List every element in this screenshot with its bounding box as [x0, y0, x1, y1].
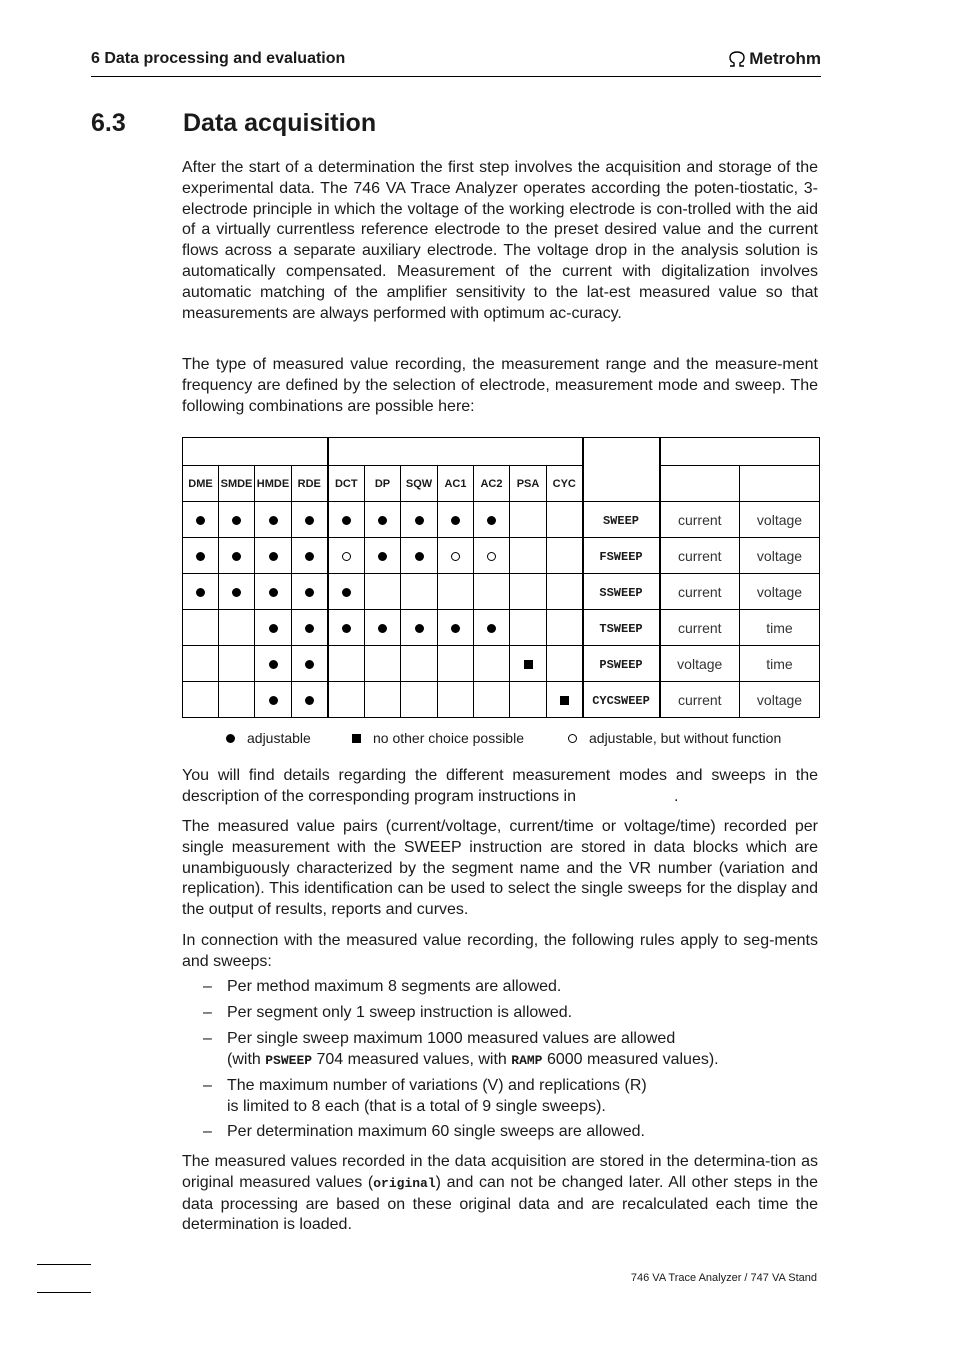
- table-cell: [183, 682, 219, 718]
- mode-header-dct: DCT: [328, 466, 365, 502]
- sweep-name-cell: [583, 610, 660, 646]
- filled-square-icon: [352, 734, 361, 743]
- original-code: original: [373, 1175, 436, 1191]
- table-cell: [547, 502, 583, 538]
- metrohm-omega-icon: [728, 51, 746, 67]
- table-cell: [438, 646, 474, 682]
- filled-dot-icon: [269, 696, 278, 705]
- table-cell: [365, 646, 401, 682]
- table-cell: [474, 502, 510, 538]
- filled-dot-icon: [305, 660, 314, 669]
- table-cell: [255, 538, 292, 574]
- table-cell: [438, 538, 474, 574]
- y-quantity-cell: current: [660, 538, 740, 574]
- filled-dot-icon: [451, 516, 460, 525]
- table-cell: [183, 574, 219, 610]
- section-number: 6.3: [91, 109, 126, 137]
- y-quantity-cell: voltage: [660, 646, 740, 682]
- open-circle-icon: [451, 552, 460, 561]
- filled-square-icon: [524, 660, 533, 669]
- header-divider: [91, 76, 821, 77]
- filled-dot-icon: [226, 734, 235, 743]
- table-cell: [255, 646, 292, 682]
- open-circle-icon: [342, 552, 351, 561]
- table-cell: [219, 682, 255, 718]
- filled-dot-icon: [232, 552, 241, 561]
- rule-text: Per single sweep maximum 1000 measured values are allowed: [227, 1030, 676, 1047]
- details-period: .: [673, 787, 679, 805]
- filled-dot-icon: [451, 624, 460, 633]
- legend-without-function: [568, 730, 781, 746]
- footer-rule-top: [37, 1264, 91, 1265]
- table-cell: [401, 538, 438, 574]
- table-cell: [365, 610, 401, 646]
- table-body: [183, 502, 820, 718]
- table-cell: [328, 682, 365, 718]
- table-cell: [183, 610, 219, 646]
- rule-text: is limited to 8 each (that is a total of 9 single sweeps).: [227, 1097, 606, 1115]
- filled-dot-icon: [196, 552, 205, 561]
- table-cell: [401, 502, 438, 538]
- filled-dot-icon: [305, 588, 314, 597]
- list-item: – Per method maximum 8 segments are allowed.: [203, 977, 561, 998]
- sweep-name-cell: [583, 682, 660, 718]
- psweep-code: PSWEEP: [265, 1052, 313, 1068]
- sweep-name-cell: [583, 502, 660, 538]
- sweep-name-cell: [583, 646, 660, 682]
- mode-group-header: [328, 438, 583, 466]
- filled-dot-icon: [305, 552, 314, 561]
- table-row: [183, 538, 820, 574]
- table-row: [183, 574, 820, 610]
- filled-dot-icon: [378, 624, 387, 633]
- table-cell: [255, 574, 292, 610]
- table-cell: [328, 646, 365, 682]
- legend-adjustable-label: adjustable: [247, 730, 311, 746]
- metrohm-logo: [728, 49, 821, 69]
- legend-adjustable: [226, 730, 311, 746]
- table-cell: [219, 574, 255, 610]
- sweep-name-cell: [583, 574, 660, 610]
- table-cell: [255, 610, 292, 646]
- table-cell: [219, 610, 255, 646]
- original-text-a: The measured values recorded in the data acquisition are stored in the determina-tion as original measured values (: [182, 1153, 818, 1191]
- table-cell: [510, 574, 547, 610]
- logo-text: Metrohm: [749, 49, 821, 68]
- filled-dot-icon: [232, 588, 241, 597]
- sweep-name: SWEEP: [602, 514, 639, 528]
- sweep-name-cell: [583, 538, 660, 574]
- table-cell: [547, 610, 583, 646]
- table-cell: [438, 682, 474, 718]
- axis-group-header: [660, 438, 820, 466]
- electrode-header-smde: SMDE: [219, 466, 255, 502]
- filled-dot-icon: [342, 588, 351, 597]
- filled-dot-icon: [232, 516, 241, 525]
- table-row: [183, 502, 820, 538]
- ramp-code: RAMP: [511, 1052, 543, 1068]
- table-cell: [438, 574, 474, 610]
- paragraph-original-values: [182, 1152, 818, 1236]
- rule-text: Per method maximum 8 segments are allowed.: [227, 978, 562, 995]
- table-cell: [292, 682, 328, 718]
- table-cell: [292, 610, 328, 646]
- rule-text: Per segment only 1 sweep instruction is allowed.: [227, 1004, 573, 1021]
- filled-dot-icon: [269, 624, 278, 633]
- axis-header-y: [660, 466, 740, 502]
- x-quantity-cell: time: [740, 646, 820, 682]
- list-item: – Per determination maximum 60 single sweeps are allowed.: [203, 1122, 645, 1143]
- open-circle-icon: [568, 734, 577, 743]
- filled-dot-icon: [487, 624, 496, 633]
- paragraph-combinations: The type of measured value recording, the measurement range and the measure-ment frequency are defined by the selection of electrode, measurement mode and sweep. The following combinations are possible here:: [182, 356, 818, 415]
- table-row: [183, 682, 820, 718]
- electrode-header-hmde: HMDE: [255, 466, 292, 502]
- table-cell: [328, 574, 365, 610]
- sweep-name: SSWEEP: [599, 586, 643, 600]
- table-cell: [328, 502, 365, 538]
- y-quantity-cell: current: [660, 682, 740, 718]
- table-cell: [547, 646, 583, 682]
- combination-table: [182, 437, 820, 718]
- table-cell: [510, 646, 547, 682]
- table-cell: [474, 646, 510, 682]
- footer-product: 746 VA Trace Analyzer / 747 VA Stand: [630, 1272, 817, 1284]
- table-cell: [183, 502, 219, 538]
- original-text-b: ) and can not be changed later. All other steps in the data processing are based on these original data and are recalculated each time the determination is loaded.: [182, 1173, 818, 1234]
- table-cell: [547, 574, 583, 610]
- list-item: – Per single sweep maximum 1000 measured values are allowed (with PSWEEP 704 measured values, with RAMP 6000 measured values).: [203, 1030, 719, 1068]
- filled-dot-icon: [305, 624, 314, 633]
- mode-header-cyc: CYC: [547, 466, 583, 502]
- table-cell: [438, 610, 474, 646]
- legend-without-function-label: adjustable, but without function: [589, 730, 782, 746]
- details-text: You will find details regarding the different measurement modes and sweeps in the description of the corresponding program instructions in: [182, 767, 818, 805]
- x-quantity-cell: time: [740, 610, 820, 646]
- rule-text: 704 measured values, with: [316, 1050, 507, 1068]
- mode-header-ac1: AC1: [438, 466, 474, 502]
- table-cell: [474, 682, 510, 718]
- open-circle-icon: [487, 552, 496, 561]
- table-cell: [292, 502, 328, 538]
- filled-dot-icon: [378, 516, 387, 525]
- legend-no-choice-label: no other choice possible: [373, 730, 524, 746]
- table-cell: [219, 538, 255, 574]
- table-cell: [292, 646, 328, 682]
- paragraph-data-blocks: The measured value pairs (current/voltage, current/time or voltage/time) recorded per single measurement with the SWEEP instruction are stored in data blocks which are unambiguously characterized by the segment name and the VR number (variation and replication). This identification can be used to select the single sweeps for the display and the output of results, reports and curves.: [182, 818, 818, 919]
- filled-dot-icon: [415, 516, 424, 525]
- mode-header-ac2: AC2: [474, 466, 510, 502]
- y-quantity-cell: current: [660, 610, 740, 646]
- y-quantity-cell: current: [660, 502, 740, 538]
- table-cell: [510, 538, 547, 574]
- table-cell: [510, 682, 547, 718]
- legend-no-choice: [352, 730, 524, 746]
- rule-text: Per determination maximum 60 single sweeps are allowed.: [227, 1123, 645, 1140]
- list-item: – The maximum number of variations (V) and replications (R) is limited to 8 each (that is a total of 9 single sweeps).: [203, 1076, 647, 1118]
- table-cell: [474, 538, 510, 574]
- table-row: [183, 610, 820, 646]
- filled-dot-icon: [269, 588, 278, 597]
- table-row: [183, 646, 820, 682]
- mode-header-dp: DP: [365, 466, 401, 502]
- table-cell: [510, 502, 547, 538]
- table-cell: [219, 502, 255, 538]
- table-cell: [292, 574, 328, 610]
- table-cell: [438, 502, 474, 538]
- filled-dot-icon: [487, 516, 496, 525]
- running-header: 6 Data processing and evaluation: [91, 50, 346, 67]
- table-cell: [547, 538, 583, 574]
- paragraph-intro: After the start of a determination the first step involves the acquisition and storage of the experimental data. The 746 VA Trace Analyzer operates according the poten-tiostatic, 3-electrode principle in which the voltage of the working electrode is con-trolled with the aid of a virtually currentless reference electrode to the preset desired value and the current flows across a separate auxiliary electrode. The voltage drop in the analysis solution is automatically compensated. Measurement of the current with digitalization involves automatic matching of the amplifier sensitivity to the lat-est measured value so that measurements are always performed with optimum ac-curacy.: [182, 159, 818, 322]
- table-cell: [547, 682, 583, 718]
- table-cell: [328, 538, 365, 574]
- table-cell: [183, 538, 219, 574]
- mode-header-sqw: SQW: [401, 466, 438, 502]
- rule-text: 6000 measured values).: [546, 1050, 719, 1068]
- sweep-name: CYCSWEEP: [592, 694, 650, 708]
- filled-dot-icon: [269, 552, 278, 561]
- filled-dot-icon: [305, 696, 314, 705]
- electrode-header-rde: RDE: [292, 466, 328, 502]
- sweep-name: FSWEEP: [599, 550, 643, 564]
- filled-dot-icon: [342, 624, 351, 633]
- table-subheader-row: [183, 466, 820, 502]
- filled-dot-icon: [415, 552, 424, 561]
- table-cell: [401, 646, 438, 682]
- filled-dot-icon: [269, 660, 278, 669]
- x-quantity-cell: voltage: [740, 574, 820, 610]
- table-cell: [365, 574, 401, 610]
- filled-dot-icon: [196, 516, 205, 525]
- table-cell: [474, 574, 510, 610]
- table-cell: [365, 538, 401, 574]
- filled-square-icon: [560, 696, 569, 705]
- table-cell: [365, 682, 401, 718]
- filled-dot-icon: [305, 516, 314, 525]
- x-quantity-cell: voltage: [740, 502, 820, 538]
- table-cell: [365, 502, 401, 538]
- table-cell: [183, 646, 219, 682]
- electrode-group-header: [183, 438, 328, 466]
- table-cell: [474, 610, 510, 646]
- section-title: Data acquisition: [183, 109, 377, 137]
- table-cell: [255, 682, 292, 718]
- mode-header-psa: PSA: [510, 466, 547, 502]
- y-quantity-cell: current: [660, 574, 740, 610]
- rule-text: (with: [227, 1050, 261, 1068]
- table-cell: [255, 502, 292, 538]
- electrode-header-dme: DME: [183, 466, 219, 502]
- filled-dot-icon: [378, 552, 387, 561]
- list-item: – Per segment only 1 sweep instruction is allowed.: [203, 1003, 572, 1024]
- x-quantity-cell: voltage: [740, 538, 820, 574]
- filled-dot-icon: [415, 624, 424, 633]
- axis-header-x: [740, 466, 820, 502]
- table-cell: [292, 538, 328, 574]
- table-cell: [510, 610, 547, 646]
- filled-dot-icon: [196, 588, 205, 597]
- footer-rule-bottom: [37, 1292, 91, 1293]
- table-cell: [401, 682, 438, 718]
- rule-text: The maximum number of variations (V) and replications (R): [227, 1077, 647, 1094]
- sweep-name: TSWEEP: [599, 622, 643, 636]
- table-cell: [328, 610, 365, 646]
- filled-dot-icon: [342, 516, 351, 525]
- paragraph-details: [182, 766, 818, 808]
- x-quantity-cell: voltage: [740, 682, 820, 718]
- table-cell: [401, 610, 438, 646]
- sweep-name: PSWEEP: [599, 658, 643, 672]
- table-cell: [401, 574, 438, 610]
- filled-dot-icon: [269, 516, 278, 525]
- table-cell: [219, 646, 255, 682]
- sweep-header: [583, 438, 660, 502]
- paragraph-rules-intro: In connection with the measured value recording, the following rules apply to seg-ments and sweeps:: [182, 932, 818, 970]
